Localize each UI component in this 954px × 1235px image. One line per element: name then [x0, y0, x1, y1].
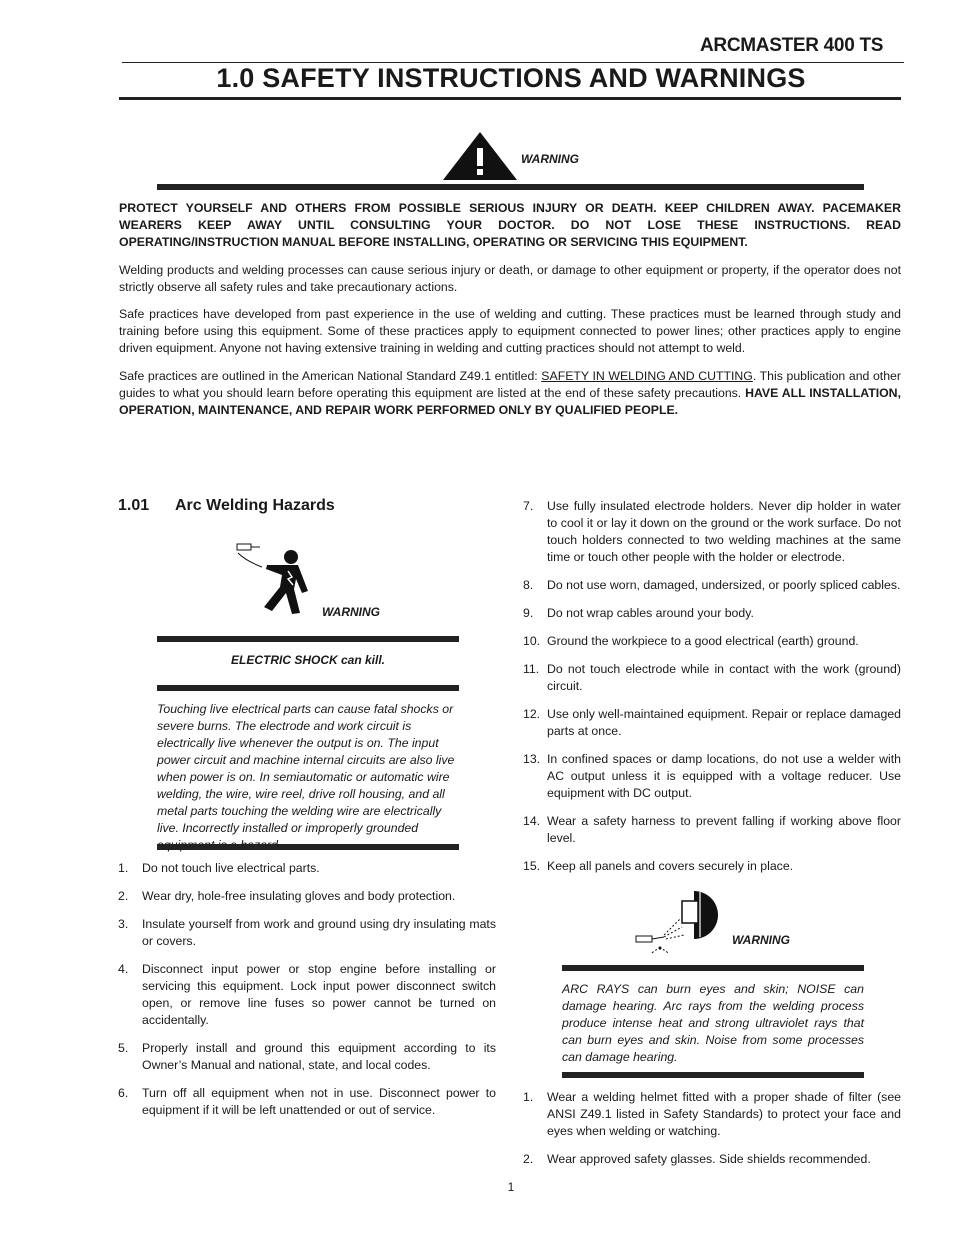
shock-warning-label: WARNING [322, 605, 380, 619]
list-item: 2. Wear approved safety glasses. Side shields recommended. [523, 1152, 871, 1166]
electric-shock-icon [236, 541, 316, 615]
title-rule [119, 97, 901, 100]
list-item: 1. Do not touch live electrical parts. [118, 861, 320, 875]
list-item: 12. Use only well-maintained equipment. Repair or replace damaged parts at once. [523, 707, 901, 738]
list-item: 14. Wear a safety harness to prevent falling if working above floor level. [523, 814, 901, 845]
page-title: 1.0 SAFETY INSTRUCTIONS AND WARNINGS [216, 63, 806, 93]
safety-caps-paragraph: PROTECT YOURSELF AND OTHERS FROM POSSIBLE SERIOUS INJURY OR DEATH. KEEP CHILDREN AWAY. PACEMAKER WEARERS KEEP AWAY UNTIL CONSULTING YOUR DOCTOR. DO NOT LOSE THESE INSTRUCTIONS. READ OPERATING/INSTRUCTION MANUAL BEFORE INSTALLING, OPERATING OR SERVICING THIS EQUIPMENT. [119, 201, 901, 249]
section-number: 1.01 [118, 497, 150, 514]
standard-title: SAFETY IN WELDING AND CUTTING [541, 369, 753, 383]
list-item: 7. Use fully insulated electrode holders. Never dip holder in water to cool it or lay it down on the ground or the work surface. Do not touch holders connected to two welding machines at the same time or touch other people with the holder or electrode. [523, 499, 901, 564]
para3-text-b: . This publication and other guides to what you should learn before operating this equipment are listed at the end of these safety precautions. [119, 369, 901, 400]
shock-warning-body: Touching live electrical parts can cause fatal shocks or severe burns. The electrode and work circuit is electrically live whenever the output is on. The input power circuit and machine internal circuits are also live when power is on. In semiautomatic or automatic wire welding, the wire, wire reel, drive roll housing, and all metal parts touching the welding wire are electrically live. Incorrectly installed or improperly grounded [157, 702, 455, 835]
para3-text-a: Safe practices are outlined in the American National Standard Z49.1 entitled: [119, 369, 542, 383]
list-item: 3. Insulate yourself from work and ground using dry insulating mats or covers. [118, 917, 496, 948]
list-item: 11. Do not touch electrode while in contact with the work (ground) circuit. [523, 662, 901, 693]
list-item: 2. Wear dry, hole-free insulating gloves and body protection. [118, 889, 456, 903]
arc-list [523, 1089, 901, 1168]
arc-warning-body: ARC RAYS can burn eyes and skin; NOISE can damage hearing. Arc rays from the welding process produce intense heat and strong ultraviolet rays that can burn eyes and skin. Noise from some processes can damage hearing. [562, 982, 864, 1064]
list-item: 4. Disconnect input power or stop engine before installing or servicing this equipment. Lock input power disconnect switch open, or remove line fuses so power cannot be turned on accidentally. [118, 962, 496, 1027]
list-item: 10. Ground the workpiece to a good electrical (earth) ground. [523, 634, 859, 648]
list-item: 8. Do not use worn, damaged, undersized, or poorly spliced cables. [523, 578, 901, 592]
para3-bold: HAVE ALL INSTALLATION, OPERATION, MAINTENANCE, AND REPAIR WORK PERFORMED ONLY BY QUALIFIED PEOPLE. [119, 386, 901, 417]
warning-bar [157, 184, 864, 190]
list-item: 6. Turn off all equipment when not in use. Disconnect power to equipment if it will be left unattended or out of service. [118, 1086, 496, 1117]
intro-paragraph-2: Safe practices have developed from past experience in the use of welding and cutting. These practices must be learned through study and training before using this equipment. Some of these practices apply to equipment connected to power lines; other practices apply to engine driven equipment. Anyone not having extensive training in welding and cutting practices should not attempt to weld. [119, 307, 901, 355]
shock-warning-bar-3 [157, 844, 459, 850]
intro-paragraph-1: Welding products and welding processes can cause serious injury or death, or damage to other equipment or property, if the operator does not strictly observe all safety rules and take precautionary actions. [119, 263, 901, 294]
product-name: ARCMASTER 400 TS [700, 35, 884, 56]
shock-list-right [523, 498, 901, 875]
arc-warning-bar-1 [562, 965, 864, 971]
list-item: 1. Wear a welding helmet fitted with a proper shade of filter (see ANSI Z49.1 listed in Safety Standards) to protect your face and eyes when welding or watching. [523, 1090, 901, 1138]
shock-warning-bar-2 [157, 685, 459, 691]
list-item: 13. In confined spaces or damp locations, do not use a welder with AC output unless it is equipped with a voltage reducer. Use equipment with DC output. [523, 752, 901, 800]
section-title: Arc Welding Hazards [175, 497, 335, 514]
list-item: 9. Do not wrap cables around your body. [523, 606, 754, 620]
warning-label: WARNING [521, 152, 579, 166]
intro-paragraph-3 [119, 368, 901, 419]
shock-warning-bar-1 [157, 636, 459, 642]
list-item: 15. Keep all panels and covers securely in place. [523, 859, 794, 873]
shock-headline: ELECTRIC SHOCK can kill. [230, 653, 386, 667]
list-item: 5. Properly install and ground this equipment according to its Owner’s Manual and national, state, and local codes. [118, 1041, 496, 1072]
shock-list-left [118, 860, 496, 1119]
section-heading [118, 497, 335, 515]
page-number: 1 [507, 1180, 515, 1194]
arc-warning-bar-2 [562, 1072, 864, 1078]
arc-warning-label: WARNING [732, 933, 790, 947]
welding-helmet-icon [634, 889, 724, 963]
warning-triangle-icon [442, 131, 518, 181]
